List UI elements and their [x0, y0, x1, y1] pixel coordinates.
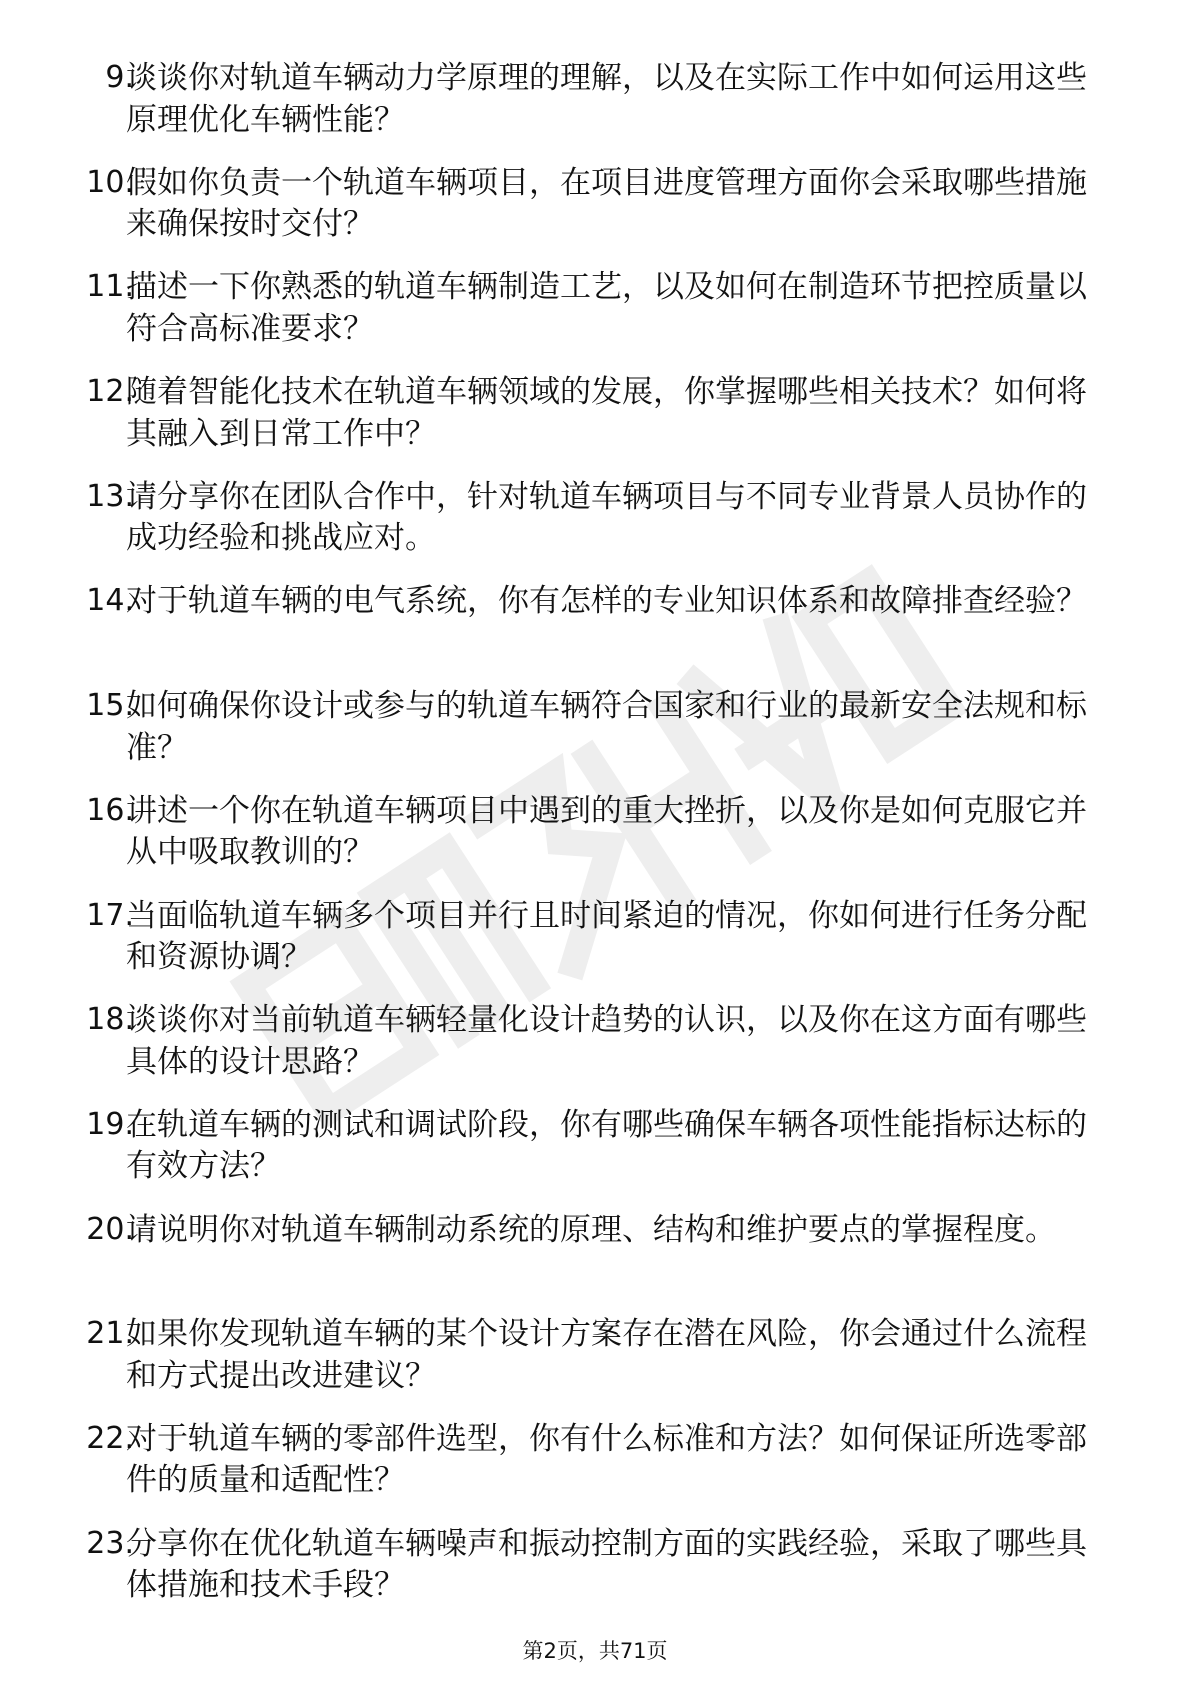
question-number: 11.	[86, 269, 134, 305]
question-text: 分享你在优化轨道车辆噪声和振动控制方面的实践经验，采取了哪些具体措施和技术手段？	[126, 1525, 1087, 1604]
question-text: 谈谈你对轨道车辆动力学原理的理解，以及在实际工作中如何运用这些原理优化车辆性能？	[126, 60, 1087, 138]
question-item	[0, 575, 1190, 680]
question-item	[0, 1518, 1190, 1623]
question-number: 14.	[86, 583, 134, 619]
question-text: 谈谈你对当前轨道车辆轻量化设计趋势的认识，以及你在这方面有哪些具体的设计思路？	[126, 1002, 1087, 1080]
question-text: 假如你负责一个轨道车辆项目，在项目进度管理方面你会采取哪些措施来确保按时交付？	[126, 164, 1087, 243]
question-number: 12.	[86, 374, 134, 410]
question-number: 22.	[86, 1420, 134, 1456]
question-number: 15.	[86, 688, 134, 724]
question-item	[0, 890, 1190, 995]
question-item	[0, 1308, 1190, 1413]
question-item	[0, 785, 1190, 890]
question-item	[0, 1099, 1190, 1204]
question-number: 9.	[105, 60, 134, 95]
question-number: 21.	[86, 1316, 134, 1352]
question-number: 19.	[86, 1106, 134, 1142]
question-item	[0, 157, 1190, 262]
question-item	[0, 1413, 1190, 1518]
question-number: 13.	[86, 478, 134, 514]
question-list	[0, 52, 1190, 1622]
question-number: 17.	[86, 897, 134, 933]
question-number: 23.	[86, 1525, 134, 1561]
question-text: 如何确保你设计或参与的轨道车辆符合国家和行业的最新安全法规和标准？	[126, 688, 1087, 766]
question-item	[0, 680, 1190, 785]
question-text: 当面临轨道车辆多个项目并行且时间紧迫的情况，你如何进行任务分配和资源协调？	[126, 897, 1087, 975]
question-item	[0, 471, 1190, 576]
question-text: 对于轨道车辆的零部件选型，你有什么标准和方法？如何保证所选零部件的质量和适配性？	[126, 1420, 1087, 1499]
question-number: 20.	[86, 1211, 134, 1247]
question-text: 如果你发现轨道车辆的某个设计方案存在潜在风险，你会通过什么流程和方式提出改进建议？	[126, 1316, 1087, 1394]
question-number: 16.	[86, 792, 134, 828]
question-text: 描述一下你熟悉的轨道车辆制造工艺，以及如何在制造环节把控质量以符合高标准要求？	[126, 269, 1087, 347]
question-number: 10.	[86, 164, 134, 200]
question-item	[0, 261, 1190, 366]
page-number: 第2页，共71页	[522, 1639, 668, 1663]
question-item	[0, 994, 1190, 1099]
question-text: 对于轨道车辆的电气系统，你有怎样的专业知识体系和故障排查经验？	[126, 583, 1087, 620]
question-item	[0, 52, 1190, 157]
question-text: 请说明你对轨道车辆制动系统的原理、结构和维护要点的掌握程度。	[126, 1211, 1056, 1248]
question-item	[0, 366, 1190, 471]
question-item	[0, 1204, 1190, 1309]
question-text: 随着智能化技术在轨道车辆领域的发展，你掌握哪些相关技术？如何将其融入到日常工作中？	[126, 374, 1087, 452]
question-number: 18.	[86, 1002, 134, 1038]
question-text: 在轨道车辆的测试和调试阶段，你有哪些确保车辆各项性能指标达标的有效方法？	[126, 1106, 1087, 1185]
question-text: 请分享你在团队合作中，针对轨道车辆项目与不同专业背景人员协作的成功经验和挑战应对。	[126, 478, 1087, 557]
question-text: 讲述一个你在轨道车辆项目中遇到的重大挫折，以及你是如何克服它并从中吸取教训的？	[126, 792, 1087, 871]
